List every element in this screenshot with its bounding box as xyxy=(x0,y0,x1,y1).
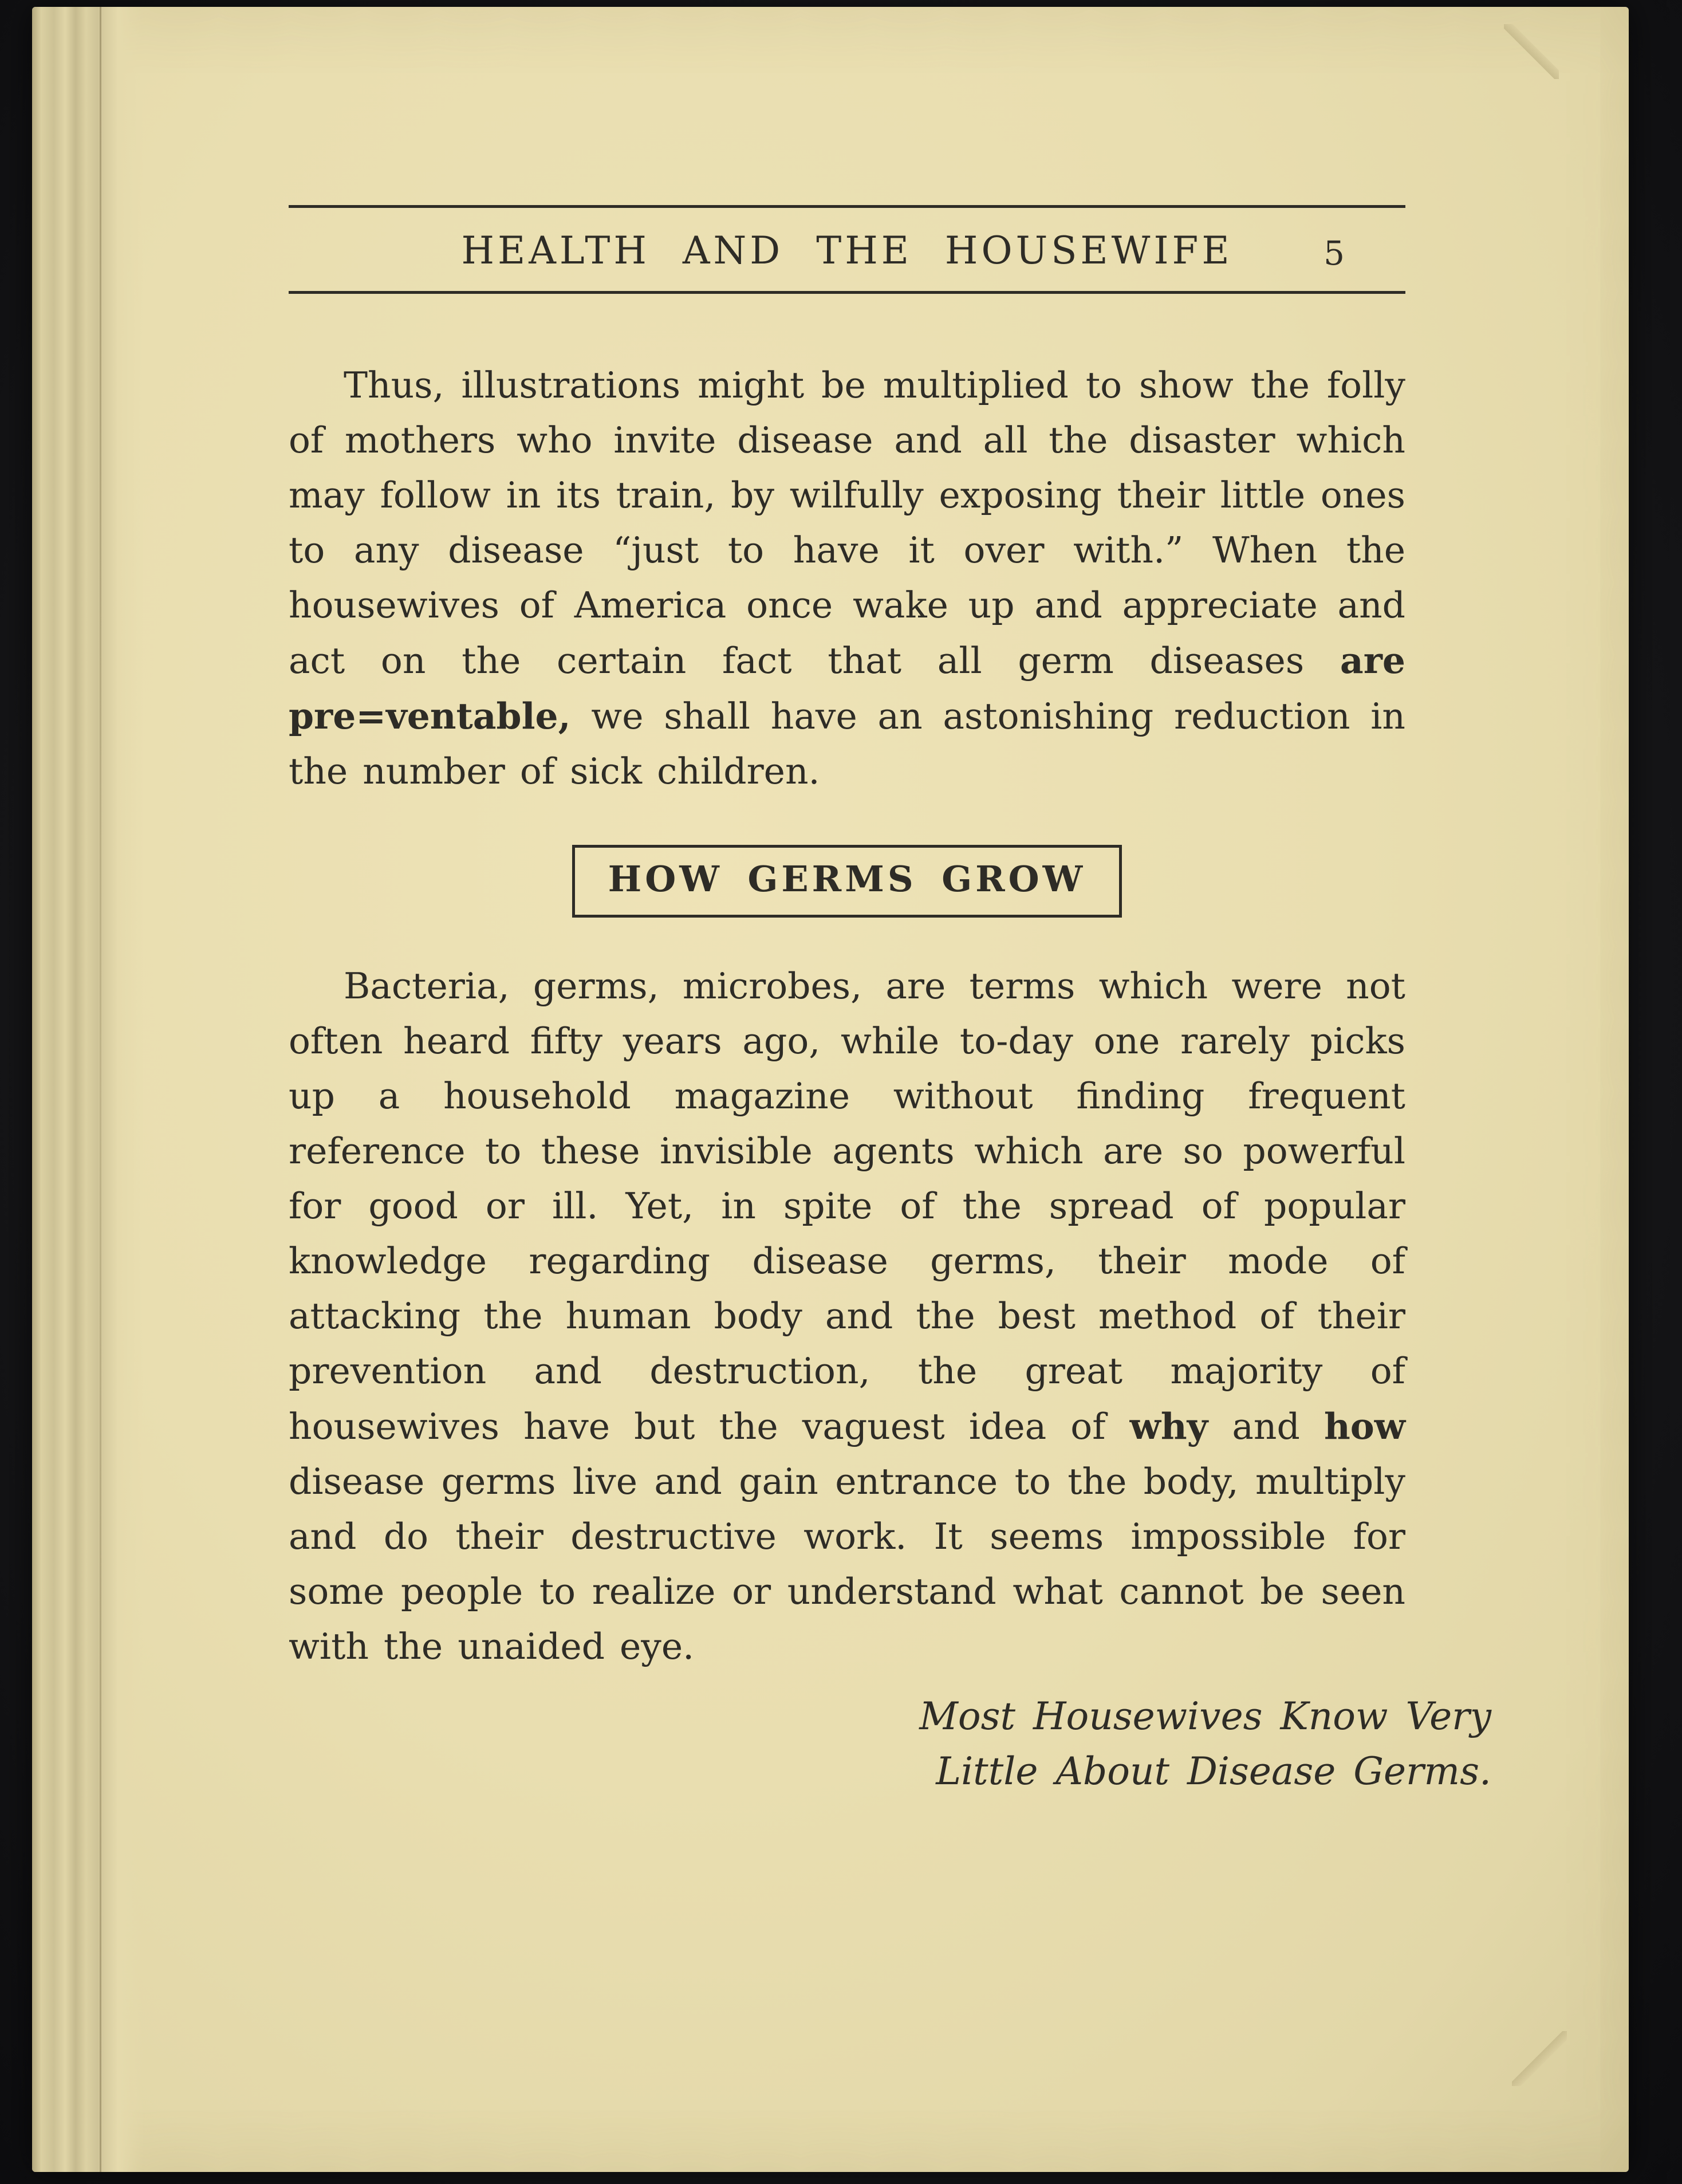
book-binding-edges xyxy=(32,7,144,2172)
page-title: HEALTH AND THE HOUSEWIFE xyxy=(461,229,1233,273)
gutter-crease xyxy=(100,7,101,2172)
corner-crease-top xyxy=(1504,24,1559,79)
section-heading-wrap xyxy=(289,845,1405,918)
corner-crease-bottom xyxy=(1512,2031,1567,2086)
section-heading: HOW GERMS GROW xyxy=(572,845,1122,918)
closing-line-2: Little About Disease Germs. xyxy=(936,1749,1491,1793)
book-page xyxy=(32,7,1629,2172)
page-header xyxy=(289,205,1405,294)
page-content xyxy=(289,7,1491,2172)
page-number: 5 xyxy=(1323,234,1345,273)
paragraph-1: Thus, illustrations might be multiplied to show the folly of mothers who invite disease and all the disaster which may follow in its train, by wilfully exposing their little ones to any disease “just to have it over with.” When the housewives of America once wake up and appreciate and act on the certain fact that all germ diseases are pre=ventable, we shall have an astonishing reduction in the number of sick children. xyxy=(289,364,1405,792)
header-row xyxy=(289,208,1405,291)
closing-line-1: Most Housewives Know Very xyxy=(919,1694,1491,1738)
header-rule-bottom xyxy=(289,291,1405,294)
closing-attribution xyxy=(289,1689,1491,1799)
paragraph-2: Bacteria, germs, microbes, are terms which were not often heard fifty years ago, while to-day one rarely picks up a household magazine without finding frequent reference to these invisible agents which are so powerful for good or ill. Yet, in spite of the spread of popular knowledge regarding disease germs, their mode of attacking the human body and the best method of their prevention and destruction, the great majority of housewives have but the vaguest idea of why and how disease germs live and gain entrance to the body, multiply and do their destructive work. It seems impossible for some people to realize or understand what cannot be seen with the unaided eye. xyxy=(289,965,1405,1667)
